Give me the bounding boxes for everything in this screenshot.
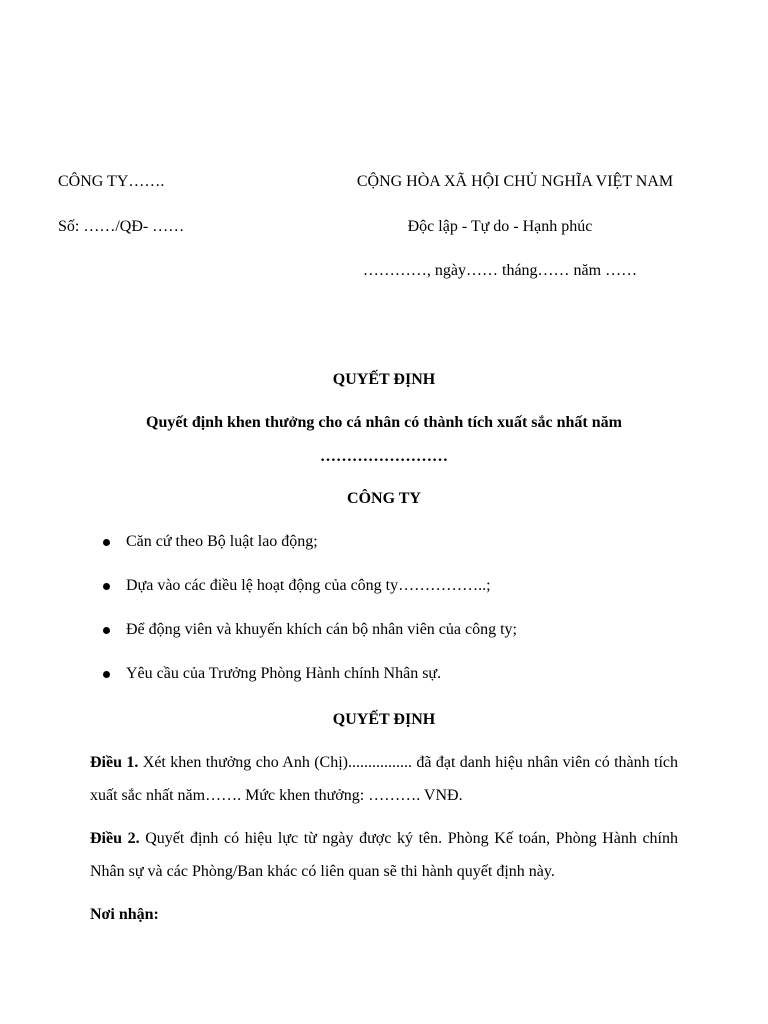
company-name: CÔNG TY……. (58, 173, 165, 190)
issuer-heading: CÔNG TY (347, 490, 421, 507)
document-subject: Quyết định khen thưởng cho cá nhân có thành tích xuất sắc nhất năm (146, 414, 622, 431)
list-item (103, 576, 517, 598)
article-label: Điều 1. (90, 754, 139, 771)
ground-text: Yêu cầu của Trưởng Phòng Hành chính Nhân sự. (126, 665, 442, 682)
document-title: QUYẾT ĐỊNH (332, 371, 436, 388)
date-line: …………, ngày…… tháng…… năm …… (362, 262, 638, 279)
national-motto: Độc lập - Tự do - Hạnh phúc (407, 218, 593, 235)
recipients-label: Nơi nhận: (90, 906, 159, 923)
grounds-list (103, 532, 517, 708)
ground-text: Căn cứ theo Bộ luật lao động; (126, 533, 318, 550)
list-item (103, 664, 517, 686)
article-1 (90, 746, 678, 812)
bullet-icon (103, 627, 110, 634)
bullet-icon (103, 583, 110, 590)
article-2 (90, 822, 678, 888)
article-text: Quyết định có hiệu lực từ ngày được ký tên. Phòng Kế toán, Phòng Hành chính Nhân sự và các Phòng/Ban khác có liên quan sẽ thi hành quyết định này. (90, 830, 679, 880)
decision-heading: QUYẾT ĐỊNH (332, 711, 436, 728)
bullet-icon (103, 671, 110, 678)
list-item (103, 532, 517, 554)
ground-text: Dựa vào các điều lệ hoạt động của công ty……………..; (126, 577, 491, 594)
article-text: Xét khen thưởng cho Anh (Chị)................ đã đạt danh hiệu nhân viên có thành tích xuất sắc nhất năm……. Mức khen thưởng: ………. VNĐ. (90, 754, 679, 804)
bullet-icon (103, 539, 110, 546)
document-subject-dots: …………………… (320, 448, 448, 465)
list-item (103, 620, 517, 642)
national-title: CỘNG HÒA XÃ HỘI CHỦ NGHĨA VIỆT NAM (356, 173, 674, 190)
article-label: Điều 2. (90, 830, 140, 847)
ground-text: Để động viên và khuyến khích cán bộ nhân viên của công ty; (126, 621, 517, 638)
document-number: Số: ……/QĐ- …… (58, 218, 185, 235)
